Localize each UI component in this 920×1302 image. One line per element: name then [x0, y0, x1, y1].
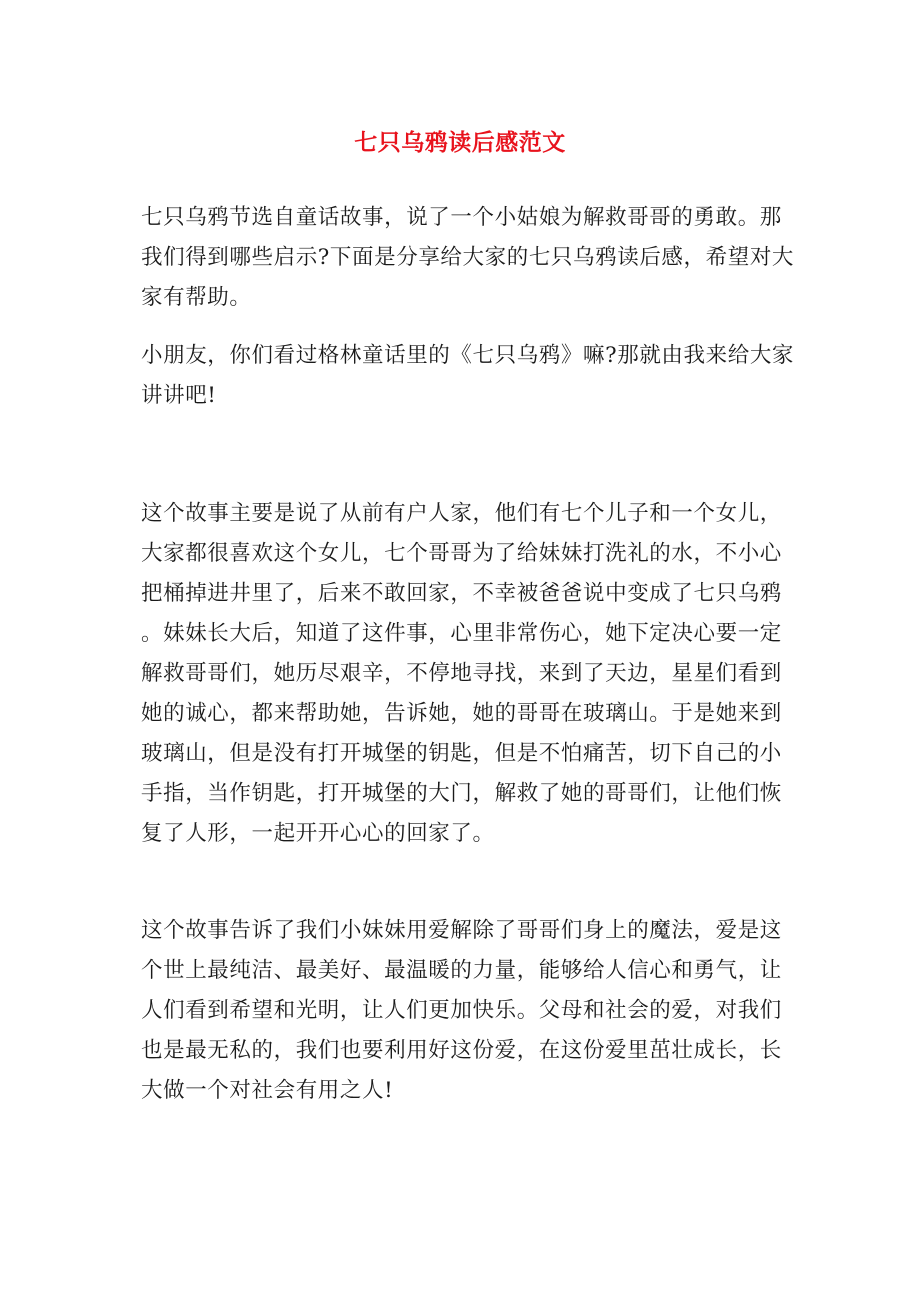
text-line: 小朋友，你们看过格林童话里的《七只乌鸦》嘛?那就由我来给大家 — [141, 343, 795, 368]
paragraph-conclusion — [141, 911, 801, 1111]
text-line: 个世上最纯洁、最美好、最温暖的力量，能够给人信心和勇气，让 — [141, 958, 782, 983]
text-line: 我们得到哪些启示?下面是分享给大家的七只乌鸦读后感，希望对大 — [141, 245, 795, 270]
text-line: 家有帮助。 — [141, 285, 252, 310]
document-title: 七只乌鸦读后感范文 — [354, 129, 566, 157]
paragraph-story — [141, 494, 801, 854]
text-line: 讲讲吧! — [141, 383, 217, 408]
text-line: 手指，当作钥匙，打开城堡的大门，解救了她的哥哥们，让他们恢 — [141, 781, 782, 806]
text-line: 她的诚心，都来帮助她，告诉她，她的哥哥在玻璃山。于是她来到 — [141, 701, 782, 726]
text-line: 也是最无私的，我们也要利用好这份爱，在这份爱里茁壮成长，长 — [141, 1038, 782, 1063]
text-line: 。妹妹长大后，知道了这件事，心里非常伤心，她下定决心要一定 — [141, 621, 782, 646]
text-line: 解救哥哥们，她历尽艰辛，不停地寻找，来到了天边，星星们看到 — [141, 661, 782, 686]
text-line: 大做一个对社会有用之人! — [141, 1078, 394, 1103]
text-line: 复了人形，一起开开心心的回家了。 — [141, 821, 495, 846]
text-line: 人们看到希望和光明，让人们更加快乐。父母和社会的爱，对我们 — [141, 998, 782, 1023]
text-line: 玻璃山，但是没有打开城堡的钥匙，但是不怕痛苦，切下自己的小 — [141, 741, 782, 766]
text-line: 把桶掉进井里了，后来不敢回家，不幸被爸爸说中变成了七只乌鸦 — [141, 581, 782, 606]
paragraph-intro — [141, 198, 801, 318]
text-line: 这个故事主要是说了从前有户人家，他们有七个儿子和一个女儿， — [141, 501, 782, 526]
paragraph-question — [141, 336, 801, 416]
text-line: 大家都很喜欢这个女儿，七个哥哥为了给妹妹打洗礼的水，不小心 — [141, 541, 782, 566]
text-line: 七只乌鸦节选自童话故事，说了一个小姑娘为解救哥哥的勇敢。那 — [141, 205, 782, 230]
text-line: 这个故事告诉了我们小妹妹用爱解除了哥哥们身上的魔法，爱是这 — [141, 918, 782, 943]
